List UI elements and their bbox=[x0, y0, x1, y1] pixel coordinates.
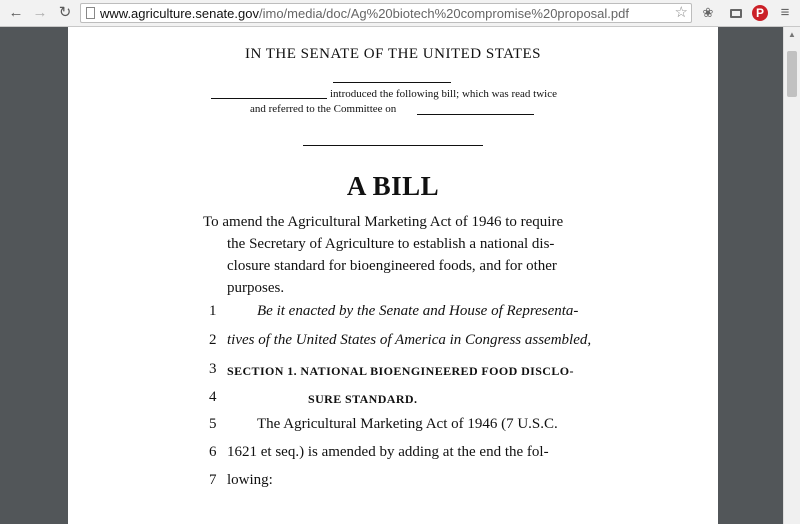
body-text-line: The Agricultural Marketing Act of 1946 (7 U.S.C. bbox=[257, 416, 558, 432]
scrollbar-thumb[interactable] bbox=[787, 51, 797, 97]
menu-icon[interactable]: ≡ bbox=[780, 4, 790, 21]
address-bar[interactable] bbox=[80, 3, 692, 23]
line-number: 4 bbox=[209, 389, 217, 405]
evernote-icon[interactable]: ❀ bbox=[702, 5, 714, 20]
enacting-clause-line: tives of the United States of America in Congress assembled, bbox=[227, 332, 592, 348]
section-heading: SECTION 1. NATIONAL BIOENGINEERED FOOD DISCLO- bbox=[227, 364, 574, 378]
line-number: 7 bbox=[209, 472, 217, 488]
intro-line-1: introduced the following bill; which was read twice bbox=[330, 88, 557, 100]
line-number: 3 bbox=[209, 361, 217, 377]
line-number: 1 bbox=[209, 303, 217, 319]
body-text-line: lowing: bbox=[227, 472, 273, 488]
purpose-line: closure standard for bioengineered foods, and for other bbox=[227, 258, 557, 274]
vertical-scrollbar[interactable] bbox=[783, 27, 800, 524]
scroll-up-arrow-icon[interactable]: ▲ bbox=[788, 30, 796, 39]
line-number: 5 bbox=[209, 416, 217, 432]
bill-title: A BILL bbox=[346, 171, 440, 201]
intro-line-2: and referred to the Committee on bbox=[250, 103, 397, 115]
section-heading: SURE STANDARD. bbox=[308, 392, 418, 406]
senate-header: IN THE SENATE OF THE UNITED STATES bbox=[244, 46, 542, 62]
reload-icon[interactable]: ↻ bbox=[58, 4, 72, 21]
back-arrow-icon[interactable]: ← bbox=[8, 4, 24, 21]
url-text[interactable] bbox=[100, 6, 629, 21]
cast-icon[interactable] bbox=[730, 9, 742, 18]
bookmark-star-icon[interactable]: ☆ bbox=[674, 4, 688, 21]
body-text-line: 1621 et seq.) is amended by adding at the end the fol- bbox=[227, 444, 549, 460]
line-number: 6 bbox=[209, 444, 217, 460]
committee-blank-line bbox=[417, 114, 534, 115]
sponsor-blank-line bbox=[333, 82, 451, 83]
url-host: www.agriculture.senate.gov bbox=[100, 6, 259, 21]
browser-toolbar bbox=[0, 0, 800, 27]
forward-arrow-icon[interactable]: → bbox=[32, 4, 48, 21]
pdf-page bbox=[68, 27, 718, 524]
purpose-line: purposes. bbox=[227, 280, 285, 296]
member-blank-line bbox=[211, 98, 327, 99]
enacting-clause-line: Be it enacted by the Senate and House of Representa- bbox=[257, 303, 579, 319]
pinterest-icon[interactable]: P bbox=[752, 5, 768, 21]
line-number: 2 bbox=[209, 332, 217, 348]
divider-line bbox=[303, 145, 483, 146]
page-icon bbox=[86, 7, 95, 19]
bill-purpose bbox=[203, 211, 583, 299]
url-path: /imo/media/doc/Ag%20biotech%20compromise%20proposal.pdf bbox=[258, 6, 629, 21]
purpose-line: To amend the Agricultural Marketing Act of 1946 to require bbox=[203, 214, 564, 230]
purpose-line: the Secretary of Agriculture to establish a national dis- bbox=[227, 236, 555, 252]
